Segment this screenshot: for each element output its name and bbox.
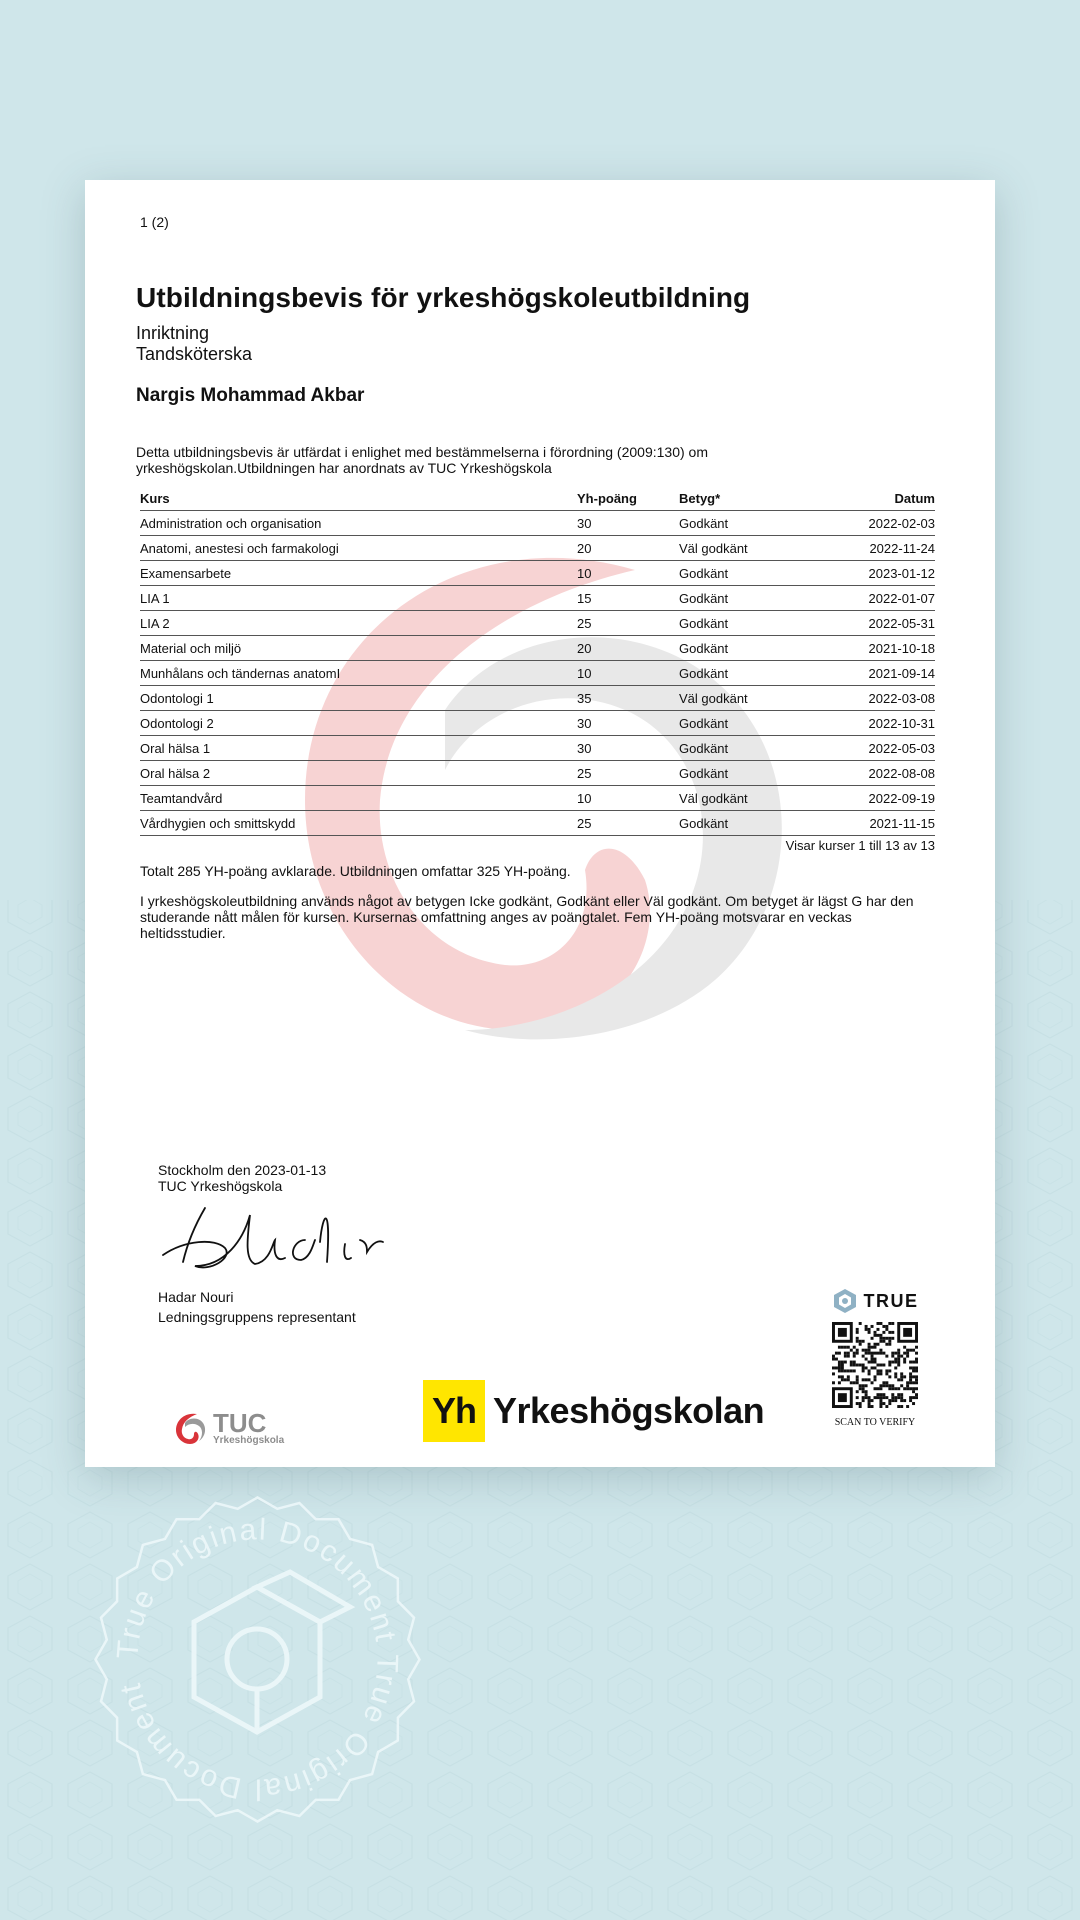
tuc-name: TUC — [213, 1408, 267, 1438]
course-date: 2022-01-07 — [805, 586, 935, 611]
course-date: 2022-03-08 — [805, 686, 935, 711]
course-points: 15 — [577, 586, 679, 611]
table-row — [140, 661, 935, 686]
course-points: 25 — [577, 611, 679, 636]
course-grade: Väl godkänt — [679, 536, 805, 561]
grading-explanation: I yrkeshögskoleutbildning används något av betygen Icke godkänt, Godkänt eller Väl godkänt. Om betyget är lägst G har den studerande nått målen för kursen. Kursernas omfattning anges av poängtalet. Fem YH-poäng motsvarar en veckas heltidsstudier. — [140, 893, 914, 941]
course-name: LIA 2 — [140, 611, 577, 636]
tuc-logo — [173, 1410, 284, 1446]
table-row — [140, 711, 935, 736]
course-points: 25 — [577, 761, 679, 786]
seal-hexagon-icon — [194, 1572, 350, 1732]
course-name: LIA 1 — [140, 586, 577, 611]
table-header-row — [140, 488, 935, 511]
place-date: Stockholm den 2023-01-13 — [158, 1162, 327, 1178]
course-points: 30 — [577, 736, 679, 761]
course-date: 2022-09-19 — [805, 786, 935, 811]
course-name: Munhålans och tändernas anatomI — [140, 661, 577, 686]
table-row — [140, 561, 935, 586]
course-name: Material och miljö — [140, 636, 577, 661]
course-table — [140, 488, 935, 836]
course-date: 2021-11-15 — [805, 811, 935, 836]
course-name: Odontologi 2 — [140, 711, 577, 736]
specialization-label: Inriktning — [136, 323, 210, 343]
course-grade: Godkänt — [679, 661, 805, 686]
signature-place — [158, 1162, 326, 1194]
header-points: Yh-poäng — [577, 488, 679, 511]
yh-mark: Yh — [423, 1380, 485, 1442]
course-name: Oral hälsa 2 — [140, 761, 577, 786]
true-verification — [825, 1288, 925, 1428]
table-row — [140, 636, 935, 661]
course-name: Odontologi 1 — [140, 686, 577, 711]
table-row — [140, 736, 935, 761]
scan-to-verify-label: SCAN TO VERIFY — [834, 1417, 916, 1428]
course-points: 25 — [577, 811, 679, 836]
header-date: Datum — [805, 488, 935, 511]
course-points: 20 — [577, 636, 679, 661]
course-date: 2021-10-18 — [805, 636, 935, 661]
course-grade: Väl godkänt — [679, 786, 805, 811]
course-name: Administration och organisation — [140, 511, 577, 536]
document-title: Utbildningsbevis för yrkeshögskoleutbildning — [136, 282, 751, 313]
table-row — [140, 586, 935, 611]
course-grade: Väl godkänt — [679, 686, 805, 711]
course-points: 35 — [577, 686, 679, 711]
header-grade: Betyg* — [679, 488, 805, 511]
course-rows — [140, 511, 935, 836]
signer-name: Hadar Nouri — [158, 1289, 234, 1305]
signer-role: Ledningsgruppens representant — [158, 1309, 356, 1325]
course-grade: Godkänt — [679, 811, 805, 836]
course-grade: Godkänt — [679, 711, 805, 736]
course-name: Oral hälsa 1 — [140, 736, 577, 761]
course-name: Vårdhygien och smittskydd — [140, 811, 577, 836]
course-date: 2022-02-03 — [805, 511, 935, 536]
table-row — [140, 536, 935, 561]
course-grade: Godkänt — [679, 736, 805, 761]
course-points: 10 — [577, 561, 679, 586]
tuc-subtitle: Yrkeshögskola — [213, 1435, 285, 1446]
institution-name: TUC Yrkeshögskola — [158, 1178, 283, 1194]
course-date: 2022-08-08 — [805, 761, 935, 786]
course-points: 10 — [577, 786, 679, 811]
course-date: 2022-10-31 — [805, 711, 935, 736]
course-name: Examensarbete — [140, 561, 577, 586]
rows-showing-count: Visar kurser 1 till 13 av 13 — [785, 838, 935, 853]
course-date: 2022-05-31 — [805, 611, 935, 636]
course-points: 20 — [577, 536, 679, 561]
course-date: 2022-11-24 — [805, 536, 935, 561]
true-hexagon-icon — [832, 1288, 858, 1314]
true-label: TRUE — [863, 1290, 919, 1311]
course-name: Anatomi, anestesi och farmakologi — [140, 536, 577, 561]
header-course: Kurs — [140, 488, 577, 511]
svg-text:True Original Document True Or — [111, 1513, 404, 1805]
specialization: Tandsköterska — [136, 344, 253, 364]
yrkeshogskolan-logo — [423, 1380, 764, 1442]
course-name: Teamtandvård — [140, 786, 577, 811]
total-points: Totalt 285 YH-poäng avklarade. Utbildningen omfattar 325 YH-poäng. — [140, 863, 571, 879]
table-row — [140, 811, 935, 836]
table-row — [140, 511, 935, 536]
yh-name: Yrkeshögskolan — [493, 1390, 765, 1431]
table-row — [140, 786, 935, 811]
handwritten-signature — [155, 1200, 385, 1280]
intro-text: Detta utbildningsbevis är utfärdat i enlighet med bestämmelserna i förordning (2009:130) om yrkeshögskolan.Utbildningen har anordnats av TUC Yrkeshögskola — [136, 444, 708, 476]
seal-text: True Original Document True Original Document — [111, 1513, 404, 1806]
student-name: Nargis Mohammad Akbar — [136, 385, 365, 406]
table-row — [140, 611, 935, 636]
course-grade: Godkänt — [679, 761, 805, 786]
course-date: 2022-05-03 — [805, 736, 935, 761]
course-date: 2023-01-12 — [805, 561, 935, 586]
course-points: 30 — [577, 711, 679, 736]
table-row — [140, 761, 935, 786]
course-points: 10 — [577, 661, 679, 686]
course-date: 2021-09-14 — [805, 661, 935, 686]
course-grade: Godkänt — [679, 636, 805, 661]
course-grade: Godkänt — [679, 611, 805, 636]
certificate-page — [85, 180, 995, 1467]
signer — [158, 1287, 356, 1327]
tuc-swirl-icon — [173, 1410, 209, 1446]
page-number: 1 (2) — [140, 214, 169, 230]
course-points: 30 — [577, 511, 679, 536]
verification-qr-code[interactable] — [832, 1322, 918, 1408]
course-grade: Godkänt — [679, 511, 805, 536]
true-original-document-seal — [90, 1492, 425, 1827]
course-grade: Godkänt — [679, 561, 805, 586]
course-grade: Godkänt — [679, 586, 805, 611]
table-row — [140, 686, 935, 711]
